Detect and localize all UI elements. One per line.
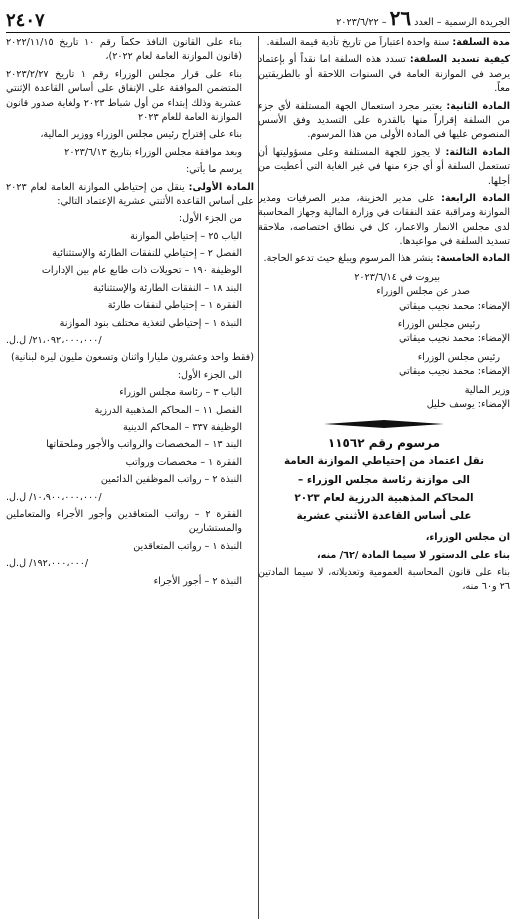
decree-subtitle: نقل اعتماد من إحتياطي الموازنة العامة الى موازنة رئاسة مجلس الوزراء – المحاكم المذهبية الدرزية لعام ٢٠٢٣ على أساس القاعدة الأثنتي عشرية	[283, 455, 484, 522]
amount-1: /٢١،٠٩٢،٠٠٠،٠٠٠/ ل.ل.	[6, 335, 102, 347]
decree-title: مرسوم رقم ١١٥٦٢	[327, 436, 441, 451]
header-title: الجريدة الرسمية – العدد ٢٦ – ٢٠٢٣/٦/٢٢	[336, 5, 510, 30]
article-3: المادة الثالثة: لا يجوز للجهة المستلفة وعلى مسؤوليتها أن تستعمل السلفة أو أي جزء منها في غير الغاية التي أعطيت من أجلها.	[258, 146, 510, 187]
basis-approval: وبعد موافقة مجلس الوزراء بتاريخ ٢٠٢٣/٦/١٣	[64, 146, 242, 158]
paragraph-loan-duration: مدة السلفة: سنة واحدة اعتباراً من تاريخ تأدية قيمة السلفة.	[266, 37, 510, 48]
finance-minister-title: وزير المالية	[464, 384, 510, 396]
article-4: المادة الرابعة: على مدير الخزينة، مدير الصرفيات ومدير الموازنة ومراقبة عقد النفقات في وزارة المالية وجهاز المحاسبة لدى مجلس الانمار والاعمار، كل في نطاق اختصاصه، ملاحقة تسديد السلفة في مواعيدها.	[258, 192, 510, 248]
from-part: من الجزء الأول:	[178, 213, 242, 225]
journal-name: الجريدة الرسمية	[444, 16, 510, 28]
amount-3: /١٩٢،٠٠٠،٠٠٠/ ل.ل.	[6, 558, 89, 570]
to-subitem-1: النبذة ١ – رواتب المتعاقدين	[133, 540, 242, 552]
issue-label: العدد	[414, 16, 434, 28]
to-item: البند ١٣ – المخصصات والرواتب والأجور وملحقاتها	[46, 439, 242, 451]
from-section: الفصل ٢ – إحتياطي للنفقات الطارئة والإستثنائية	[52, 248, 242, 260]
page-header	[6, 4, 510, 33]
basis-proposal: بناء على إقتراح رئيس مجلس الوزراء ووزير المالية،	[40, 129, 242, 141]
left-column	[6, 36, 254, 919]
from-chapter: الباب ٢٥ – إحتياطي الموازنة	[130, 230, 242, 242]
signature-4: الإمضاء: يوسف خليل	[426, 398, 510, 410]
from-item: البند ١٨ – النفقات الطارئة والإستثنائية	[93, 282, 242, 294]
issue-date: ٢٠٢٣/٦/٢٢	[336, 16, 379, 28]
basis-cabinet-decision: بناء على قرار مجلس الوزراء رقم ١ تاريخ ٢٠٢٣/٢/٢٧ المتضمن الموافقة على الإنفاق على أساس القاعدة الإثنتي عشرية وذلك إبتداء من أول شباط ٢٠٢٣ ولغاية صدور قانون الموازنة العامة للعام ٢٠٢٣	[6, 68, 242, 123]
council-line: ان مجلس الوزراء،	[425, 532, 510, 544]
from-paragraph: الفقرة ١ – إحتياطي لنفقات طارئة	[107, 300, 242, 312]
to-part: الى الجزء الأول:	[177, 369, 242, 381]
issued-by: صدر عن مجلس الوزراء	[376, 286, 470, 298]
basis-law: بناء على القانون النافذ حكماً رقم ١٠ تاريخ ٢٠٢٢/١١/١٥ (قانون الموازنة العامة لعام ٢٠٢٢)،	[6, 37, 242, 63]
pm-title-2: رئيس مجلس الوزراء	[417, 351, 500, 363]
signature-1: الإمضاء: محمد نجيب ميقاتي	[399, 300, 510, 312]
based-on-accounting-law: بناء على قانون المحاسبة العمومية وتعديلاته، لا سيما المادتين ٢٦ و٦٠ منه،	[258, 566, 510, 593]
to-subitem-2: النبذة ٢ – رواتب الموظفين الدائمين	[100, 474, 242, 486]
to-subitem-wages: النبذة ٢ – أجور الأجراء	[153, 575, 242, 587]
issue-number: ٢٦	[389, 5, 412, 30]
signature-3: الإمضاء: محمد نجيب ميقاتي	[399, 366, 510, 378]
paragraph-repayment: كيفية تسديد السلفة: تسدد هذه السلفة اما نقداً أو بإعتماد يرصد في الموازنة العامة في السنوات اللاحقة أو بالطريقتين معاً.	[258, 54, 510, 95]
right-column	[258, 36, 510, 919]
to-paragraph-2: الفقرة ٢ – رواتب المتعاقدين وأجور الأجراء والمتعاملين والمستشارين	[6, 508, 242, 535]
article-1: المادة الأولى: ينقل من إحتياطي الموازنة العامة لعام ٢٠٢٣ على أساس القاعدة الأثنتي عشرية الإعتماد التالي:	[6, 181, 254, 207]
decree-separator	[324, 418, 444, 430]
signature-2: الإمضاء: محمد نجيب ميقاتي	[399, 333, 510, 345]
article-2: المادة الثانية: يعتبر مجرد استعمال الجهة المستلفة لأي جزء من السلفة إقراراً منها بالقدرة على التسديد وفق الأسس المنصوص عليها في المادة الأولى من هذا المرسوم.	[258, 100, 510, 141]
to-paragraph-1: الفقرة ١ – مخصصات ورواتب	[125, 456, 242, 468]
pm-title-1: رئيس مجلس الوزراء	[397, 319, 480, 331]
from-subitem: النبذة ١ – إحتياطي لتغذية مختلف بنود الموازنة	[59, 317, 242, 329]
to-function: الوظيفة ٣٣٧ – المحاكم الدينية	[123, 421, 242, 433]
page-number: ٢٤٠٧	[6, 10, 45, 31]
amount-2: /١٠،٩٠٠،٠٠٠،٠٠٠/ ل.ل.	[6, 491, 102, 503]
decrees-following: يرسم ما يأتي:	[185, 164, 242, 176]
signatures	[258, 271, 510, 413]
amount-1-words: (فقط واحد وعشرون مليارا واثنان وتسعون مليون ليرة لبنانية)	[10, 352, 254, 364]
to-section: الفصل ١١ – المحاكم المذهبية الدرزية	[94, 404, 242, 416]
from-function: الوظيفة ١٩٠ – تحويلات ذات طابع عام بين الإدارات	[41, 265, 242, 277]
place-date: بيروت في ٢٠٢٣/٦/١٤	[354, 271, 440, 283]
based-on-constitution: بناء على الدستور لا سيما المادة /٦٢/ منه،	[317, 549, 510, 561]
to-chapter: الباب ٣ – رئاسة مجلس الوزراء	[119, 387, 242, 399]
article-5: المادة الخامسة: ينشر هذا المرسوم ويبلغ حيث تدعو الحاجة.	[263, 253, 510, 265]
